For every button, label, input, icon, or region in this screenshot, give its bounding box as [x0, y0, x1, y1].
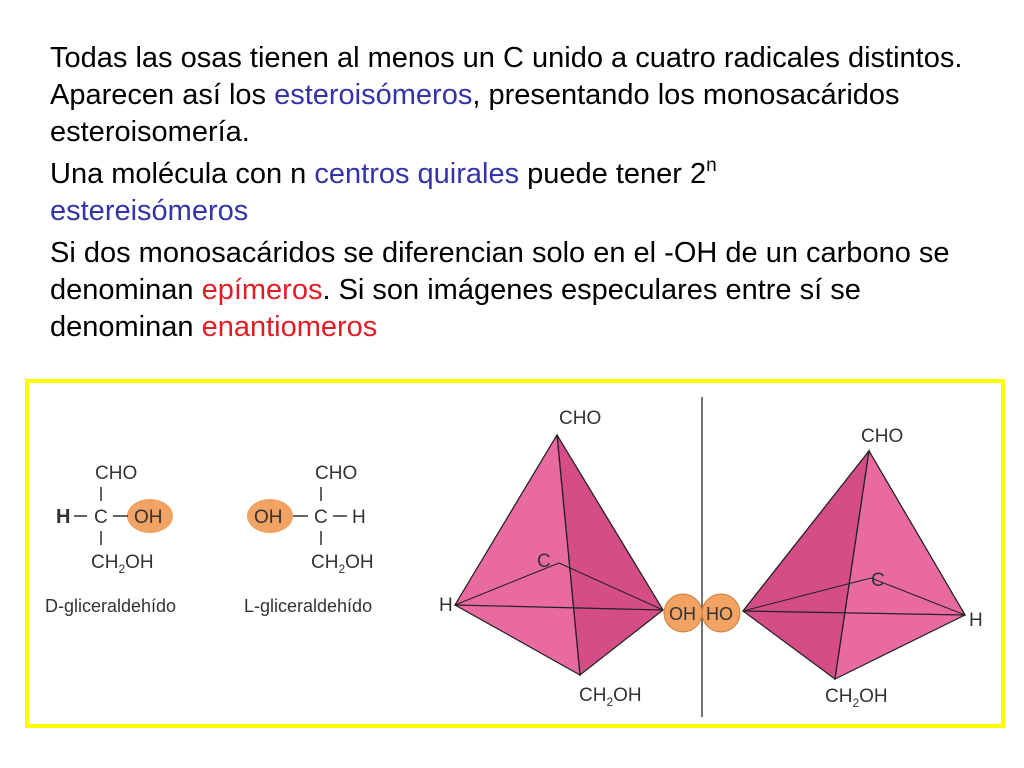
d-left-h: H: [56, 506, 71, 528]
p1-text-c: , presentando los monosacáridos esteroisomería.: [50, 79, 900, 148]
d-right-oh: OH: [134, 507, 163, 528]
figure-svg: [29, 383, 1001, 724]
l-center-c: C: [314, 507, 328, 528]
l-right-h: H: [352, 507, 366, 528]
l-glyceraldehyde-structure: [244, 463, 374, 616]
left-tetra-ch2oh: $CH_2OH$: [579, 685, 642, 709]
right-tetrahedron: [743, 426, 983, 710]
right-tetra-h: H: [969, 610, 983, 631]
term-esteroisomeros: esteroisómeros: [274, 79, 473, 111]
left-tetra-h: H: [439, 595, 453, 616]
p1-text-a: Todas las osas tienen al menos un C unido a cuatro radicales distintos. Aparecen así los: [50, 42, 963, 111]
oh-ball-label: OH: [669, 604, 696, 624]
p3-text-a: Si dos monosacáridos se diferencian solo en el -OH de un carbono se denominan: [50, 237, 950, 306]
superscript-n: n: [706, 155, 717, 176]
l-left-oh: OH: [254, 507, 283, 528]
l-top-cho: CHO: [315, 463, 358, 484]
right-tetra-ch2oh: $CH_2OH$: [825, 686, 888, 710]
left-tetra-cho: CHO: [559, 408, 602, 429]
term-epimeros: epímeros: [201, 274, 323, 306]
paragraph-osas: [50, 40, 1000, 151]
term-enantiomeros: enantiomeros: [201, 311, 378, 343]
p3-text-c: . Si son imágenes especulares entre sí se denominan: [50, 274, 861, 343]
paragraph-epimeros: [50, 235, 1000, 346]
l-glyceraldehyde-label: L-gliceraldehído: [244, 596, 373, 616]
left-tetra-c: C: [537, 551, 551, 572]
p2-text-c: puede tener 2: [519, 158, 707, 190]
d-bottom-ch2oh: $CH_2OH$: [91, 552, 154, 576]
term-centros-quirales: centros quirales: [314, 158, 520, 190]
right-tetra-c: C: [871, 570, 885, 591]
paragraph-centros-quirales: [50, 156, 1000, 230]
p2-text-a: Una molécula con n: [50, 158, 315, 190]
ho-ball-label: HO: [706, 604, 733, 624]
left-tetrahedron: [439, 408, 663, 709]
right-tetra-cho: CHO: [861, 426, 904, 447]
d-top-cho: CHO: [95, 463, 138, 484]
slide-body-text: [50, 40, 1000, 351]
term-estereisomeros: estereisómeros: [50, 195, 249, 227]
d-center-c: C: [94, 507, 108, 528]
l-bottom-ch2oh: $CH_2OH$: [311, 552, 374, 576]
d-glyceraldehyde-structure: [45, 463, 176, 616]
glyceraldehyde-figure: [25, 379, 1005, 728]
d-glyceraldehyde-label: D-gliceraldehído: [45, 596, 177, 616]
